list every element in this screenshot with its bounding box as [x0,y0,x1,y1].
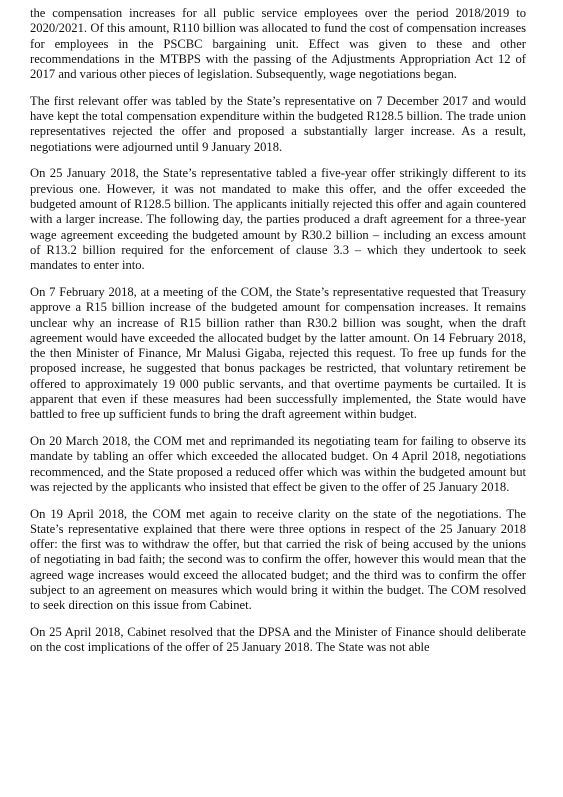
paragraph-1: the compensation increases for all public service employees over the period 2018/2019 to 2020/2021. Of this amount, R110 billion was allocated to fund the cost of compensation increases for employees in the PSCBC bargaining unit. Effect was given to these and other recommendations in the MTBPS with the passing of the Adjustments Appropriation Act 12 of 2017 and various other pieces of legislation. Subsequently, wage negotiations began. [30,6,526,82]
paragraph-5: On 20 March 2018, the COM met and reprimanded its negotiating team for failing to observe its mandate by tabling an offer which exceeded the allocated budget. On 4 April 2018, negotiations recommenced, and the State proposed a reduced offer which was within the budgeted amount but was rejected by the applicants who insisted that effect be given to the offer of 25 January 2018. [30,433,526,494]
document-page [30,6,526,667]
paragraph-7: On 25 April 2018, Cabinet resolved that the DPSA and the Minister of Finance should deliberate on the cost implications of the offer of 25 January 2018. The State was not able [30,625,526,655]
paragraph-6: On 19 April 2018, the COM met again to receive clarity on the state of the negotiations. The State’s representative explained that there were three options in respect of the 25 January 2018 offer: the first was to withdraw the offer, but that carried the risk of being accused by the unions of negotiating in bad faith; the second was to confirm the offer, however this would mean that the agreed wage increases would exceed the allocated budget; and the third was to confirm the offer subject to an agreement on measures which would bring it within the budget. The COM resolved to seek direction on this issue from Cabinet. [30,506,526,613]
paragraph-2: The first relevant offer was tabled by the State’s representative on 7 December 2017 and would have kept the total compensation expenditure within the budgeted R128.5 billion. The trade union representatives rejected the offer and proposed a substantially larger increase. As a result, negotiations were adjourned until 9 January 2018. [30,93,526,154]
paragraph-3: On 25 January 2018, the State’s representative tabled a five-year offer strikingly different to its previous one. However, it was not mandated to make this offer, and the offer exceeded the budgeted amount of R128.5 billion. The applicants initially rejected this offer and again countered with a larger increase. The following day, the parties produced a draft agreement for a three-year wage agreement exceeding the budgeted amount by R30.2 billion – including an excess amount of R13.2 billion required for the enforcement of clause 3.3 – which they undertook to seek mandates to enter into. [30,166,526,273]
paragraph-4: On 7 February 2018, at a meeting of the COM, the State’s representative requested that Treasury approve a R15 billion increase of the budgeted amount for compensation increases. It remains unclear why an increase of R15 billion rather than R30.2 billion was sought, when the draft agreement would have exceeded the allocated budget by the latter amount. On 14 February 2018, the then Minister of Finance, Mr Malusi Gigaba, rejected this request. To free up funds for the proposed increase, he suggested that bonus packages be restricted, that voluntary retirement be offered to approximately 19 000 public servants, and that overtime payments be curtailed. It is apparent that even if these measures had been successfully implemented, the State would have battled to free up sufficient funds to bring the draft agreement within budget. [30,284,526,422]
